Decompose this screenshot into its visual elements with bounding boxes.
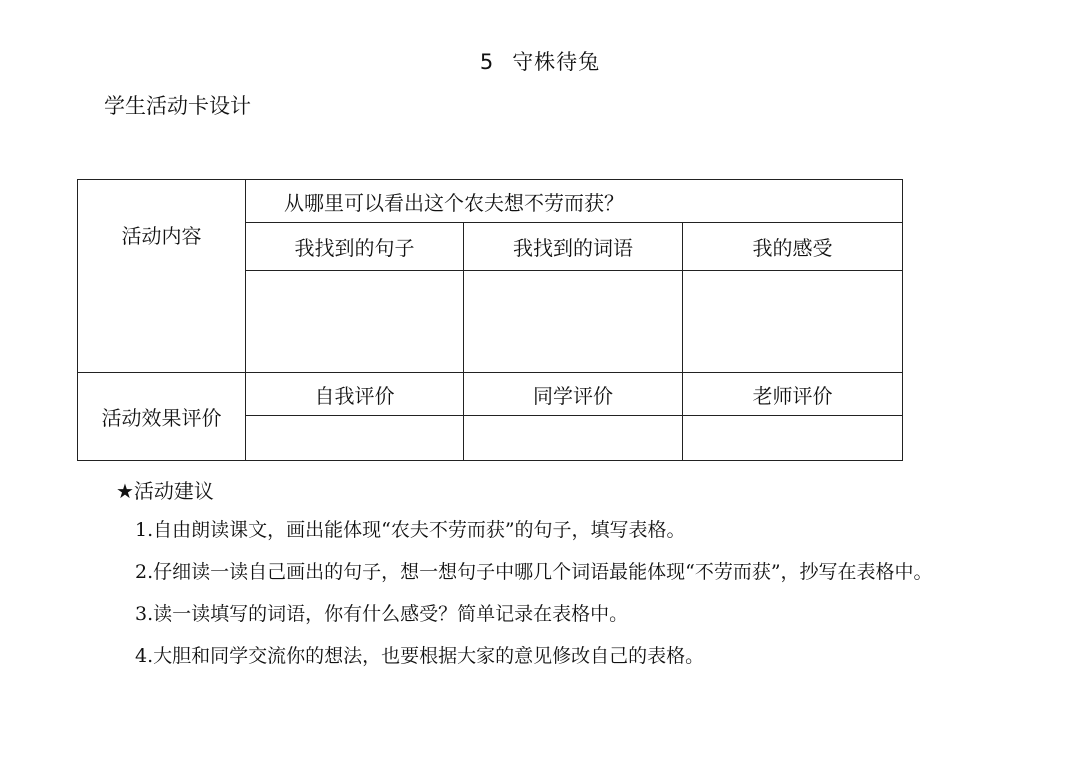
suggestions-title: ★活动建议 (116, 479, 214, 503)
evaluation-header-self: 自我评价 (246, 373, 464, 416)
activity-question: 从哪里可以看出这个农夫想不劳而获？ (246, 180, 903, 223)
suggestion-item: 2.仔细读一读自己画出的句子，想一想句子中哪几个词语最能体现“不劳而获”，抄写在表格中。 (135, 561, 933, 583)
suggestion-item: 3.读一读填写的词语，你有什么感受？简单记录在表格中。 (135, 603, 629, 625)
page-subtitle: 学生活动卡设计 (104, 94, 251, 118)
evaluation-cell-self[interactable] (246, 416, 464, 461)
suggestion-item: 4.大胆和同学交流你的想法，也要根据大家的意见修改自己的表格。 (135, 645, 705, 667)
lesson-title: 守株待兔 (512, 50, 601, 74)
evaluation-cell-peer[interactable] (464, 416, 683, 461)
lesson-number: 5 (479, 50, 495, 74)
evaluation-cell-teacher[interactable] (683, 416, 903, 461)
page-title (0, 46, 1080, 76)
evaluation-label: 活动效果评价 (78, 373, 246, 461)
answer-cell-feelings[interactable] (683, 271, 903, 373)
column-header-sentences: 我找到的句子 (246, 223, 464, 271)
answer-cell-sentences[interactable] (246, 271, 464, 373)
evaluation-header-teacher: 老师评价 (683, 373, 903, 416)
column-header-words: 我找到的词语 (464, 223, 683, 271)
evaluation-header-row (78, 373, 903, 416)
column-header-feelings: 我的感受 (683, 223, 903, 271)
question-row (78, 180, 903, 223)
activity-card-table (77, 179, 903, 461)
suggestion-item: 1.自由朗读课文，画出能体现“农夫不劳而获”的句子，填写表格。 (135, 519, 686, 541)
evaluation-header-peer: 同学评价 (464, 373, 683, 416)
suggestions-list (135, 509, 995, 677)
answer-cell-words[interactable] (464, 271, 683, 373)
activity-content-label: 活动内容 (78, 180, 246, 373)
